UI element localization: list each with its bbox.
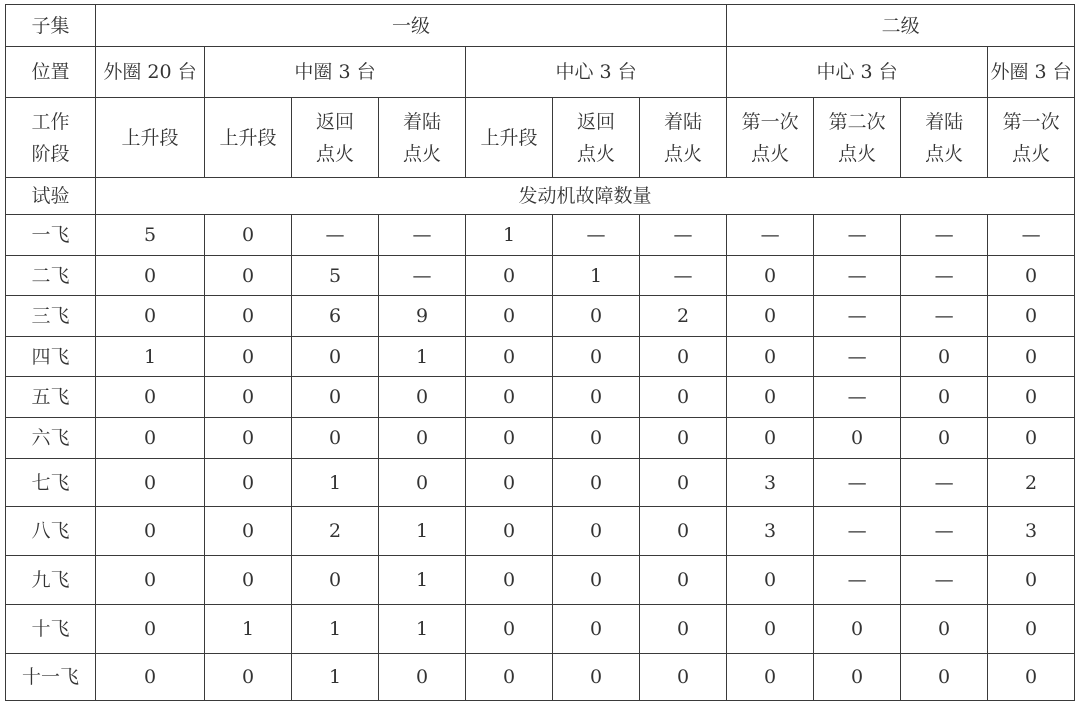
table-cell: 0 [205, 418, 292, 459]
table-cell: 0 [727, 605, 814, 654]
table-cell: 0 [640, 377, 727, 418]
row-label: 四飞 [6, 337, 96, 377]
table-cell: 0 [466, 337, 553, 377]
table-cell: 0 [901, 418, 988, 459]
table-cell: 0 [988, 377, 1075, 418]
row-label: 三飞 [6, 296, 96, 337]
table-cell: 0 [379, 654, 466, 701]
table-cell: 0 [466, 654, 553, 701]
header-row-subset [6, 5, 1075, 47]
table-cell: 2 [988, 459, 1075, 507]
table-cell: 0 [205, 296, 292, 337]
table-cell: 0 [292, 556, 379, 605]
table-cell: 0 [727, 337, 814, 377]
table-cell: 0 [988, 337, 1075, 377]
table-cell: — [901, 296, 988, 337]
table-cell: 0 [466, 296, 553, 337]
table-cell: — [814, 215, 901, 256]
table-cell: 0 [96, 459, 205, 507]
table-cell: 1 [292, 605, 379, 654]
test-label: 试验 [6, 178, 96, 215]
table-cell: 0 [466, 256, 553, 296]
row-label: 七飞 [6, 459, 96, 507]
table-cell: — [814, 296, 901, 337]
table-cell: 0 [96, 654, 205, 701]
table-cell: — [901, 459, 988, 507]
table-cell: 0 [814, 605, 901, 654]
table-cell: 0 [727, 377, 814, 418]
table-cell: 0 [466, 556, 553, 605]
table-cell: 0 [96, 556, 205, 605]
table-cell: — [814, 377, 901, 418]
table-cell: 0 [96, 507, 205, 556]
table-cell: 0 [988, 418, 1075, 459]
table-cell: 0 [988, 654, 1075, 701]
table-row [6, 507, 1075, 556]
table-cell: 0 [96, 377, 205, 418]
table-cell: 0 [466, 459, 553, 507]
stage2-header: 二级 [727, 5, 1075, 47]
table-cell: 0 [814, 654, 901, 701]
table-cell: 0 [640, 459, 727, 507]
table-cell: 0 [205, 256, 292, 296]
table-cell: — [379, 256, 466, 296]
table-cell: 0 [727, 654, 814, 701]
table-cell: 0 [640, 654, 727, 701]
row-label: 五飞 [6, 377, 96, 418]
table-cell: 0 [466, 605, 553, 654]
row-label: 六飞 [6, 418, 96, 459]
phase-header: 上升段 [96, 98, 205, 178]
table-cell: 1 [96, 337, 205, 377]
table-cell: — [379, 215, 466, 256]
table-cell: 0 [292, 377, 379, 418]
table-cell: 9 [379, 296, 466, 337]
table-cell: 0 [553, 605, 640, 654]
table-cell: — [901, 556, 988, 605]
table-cell: 0 [553, 296, 640, 337]
table-cell: 3 [727, 459, 814, 507]
table-cell: 0 [727, 296, 814, 337]
table-cell: 0 [553, 654, 640, 701]
table-row [6, 459, 1075, 507]
table-cell: 0 [640, 556, 727, 605]
phase-header: 上升段 [466, 98, 553, 178]
table-cell: 0 [96, 256, 205, 296]
table-cell: 0 [205, 459, 292, 507]
table-cell: 0 [96, 418, 205, 459]
position-header: 中心 3 台 [466, 47, 727, 98]
table-cell: — [727, 215, 814, 256]
table-cell: 1 [292, 654, 379, 701]
table-cell: 1 [379, 507, 466, 556]
engine-failure-table [5, 4, 1075, 701]
table-cell: — [814, 556, 901, 605]
phase-header: 着陆 点火 [640, 98, 727, 178]
table-cell: 1 [379, 556, 466, 605]
table-row [6, 654, 1075, 701]
table-cell: 0 [553, 418, 640, 459]
table-cell: 0 [640, 418, 727, 459]
table-cell: 0 [205, 556, 292, 605]
row-label: 一飞 [6, 215, 96, 256]
table-cell: 0 [379, 459, 466, 507]
table-cell: 0 [96, 296, 205, 337]
table-cell: 0 [553, 556, 640, 605]
table-cell: 0 [379, 377, 466, 418]
stage1-header: 一级 [96, 5, 727, 47]
table-cell: — [553, 215, 640, 256]
phase-header: 上升段 [205, 98, 292, 178]
table-cell: 0 [988, 556, 1075, 605]
table-cell: — [640, 215, 727, 256]
table-cell: 0 [640, 337, 727, 377]
table-cell: 0 [292, 337, 379, 377]
phase-header: 着陆 点火 [901, 98, 988, 178]
table-cell: 1 [553, 256, 640, 296]
table-cell: 0 [901, 654, 988, 701]
position-header: 中圈 3 台 [205, 47, 466, 98]
phase-header: 第一次 点火 [988, 98, 1075, 178]
table-cell: 3 [988, 507, 1075, 556]
table-cell: 0 [379, 418, 466, 459]
subset-label: 子集 [6, 5, 96, 47]
header-row-position [6, 47, 1075, 98]
phase-header: 第二次 点火 [814, 98, 901, 178]
position-header: 外圈 20 台 [96, 47, 205, 98]
table-cell: 5 [292, 256, 379, 296]
table-row [6, 556, 1075, 605]
table-cell: — [901, 507, 988, 556]
table-cell: 0 [205, 377, 292, 418]
table-cell: — [640, 256, 727, 296]
header-row-test [6, 178, 1075, 215]
table-cell: 0 [96, 605, 205, 654]
table-cell: 0 [205, 215, 292, 256]
header-row-phase [6, 98, 1075, 178]
phase-header: 着陆 点火 [379, 98, 466, 178]
row-label: 八飞 [6, 507, 96, 556]
table-cell: 0 [901, 377, 988, 418]
table-cell: 3 [727, 507, 814, 556]
table-row [6, 337, 1075, 377]
table-cell: 6 [292, 296, 379, 337]
phase-header: 返回 点火 [292, 98, 379, 178]
table-cell: 5 [96, 215, 205, 256]
table-cell: 0 [640, 507, 727, 556]
table-cell: 0 [988, 296, 1075, 337]
table-cell: 0 [727, 418, 814, 459]
table-cell: 1 [292, 459, 379, 507]
table-cell: 1 [379, 605, 466, 654]
table-cell: 0 [814, 418, 901, 459]
position-header: 外圈 3 台 [988, 47, 1075, 98]
row-label: 十一飞 [6, 654, 96, 701]
table-cell: 2 [640, 296, 727, 337]
phase-label: 工作 阶段 [6, 98, 96, 178]
phase-header: 第一次 点火 [727, 98, 814, 178]
table-cell: 0 [901, 605, 988, 654]
table-cell: 0 [553, 507, 640, 556]
failure-count-header: 发动机故障数量 [96, 178, 1075, 215]
table-row [6, 605, 1075, 654]
position-header: 中心 3 台 [727, 47, 988, 98]
table-cell: 0 [988, 605, 1075, 654]
table-cell: 0 [292, 418, 379, 459]
table-cell: 0 [901, 337, 988, 377]
table-row [6, 256, 1075, 296]
table-cell: 0 [640, 605, 727, 654]
table-row [6, 418, 1075, 459]
table-cell: — [814, 256, 901, 296]
row-label: 九飞 [6, 556, 96, 605]
position-label: 位置 [6, 47, 96, 98]
table-cell: 0 [205, 507, 292, 556]
table-cell: — [814, 459, 901, 507]
table-cell: 0 [727, 256, 814, 296]
table-cell: — [901, 215, 988, 256]
table-cell: — [292, 215, 379, 256]
table-cell: — [988, 215, 1075, 256]
table-cell: 0 [466, 418, 553, 459]
row-label: 二飞 [6, 256, 96, 296]
table-cell: 1 [379, 337, 466, 377]
table-cell: 0 [727, 556, 814, 605]
table-cell: — [814, 507, 901, 556]
table-cell: 0 [205, 337, 292, 377]
table-cell: 1 [466, 215, 553, 256]
table-cell: 0 [466, 507, 553, 556]
table-cell: 0 [205, 654, 292, 701]
phase-header: 返回 点火 [553, 98, 640, 178]
table-cell: — [901, 256, 988, 296]
table-cell: 0 [466, 377, 553, 418]
row-label: 十飞 [6, 605, 96, 654]
table-cell: 0 [553, 459, 640, 507]
table-row [6, 377, 1075, 418]
table-cell: 1 [205, 605, 292, 654]
table-cell: — [814, 337, 901, 377]
table-cell: 2 [292, 507, 379, 556]
table-row [6, 215, 1075, 256]
table-cell: 0 [988, 256, 1075, 296]
table-row [6, 296, 1075, 337]
table-cell: 0 [553, 337, 640, 377]
table-cell: 0 [553, 377, 640, 418]
